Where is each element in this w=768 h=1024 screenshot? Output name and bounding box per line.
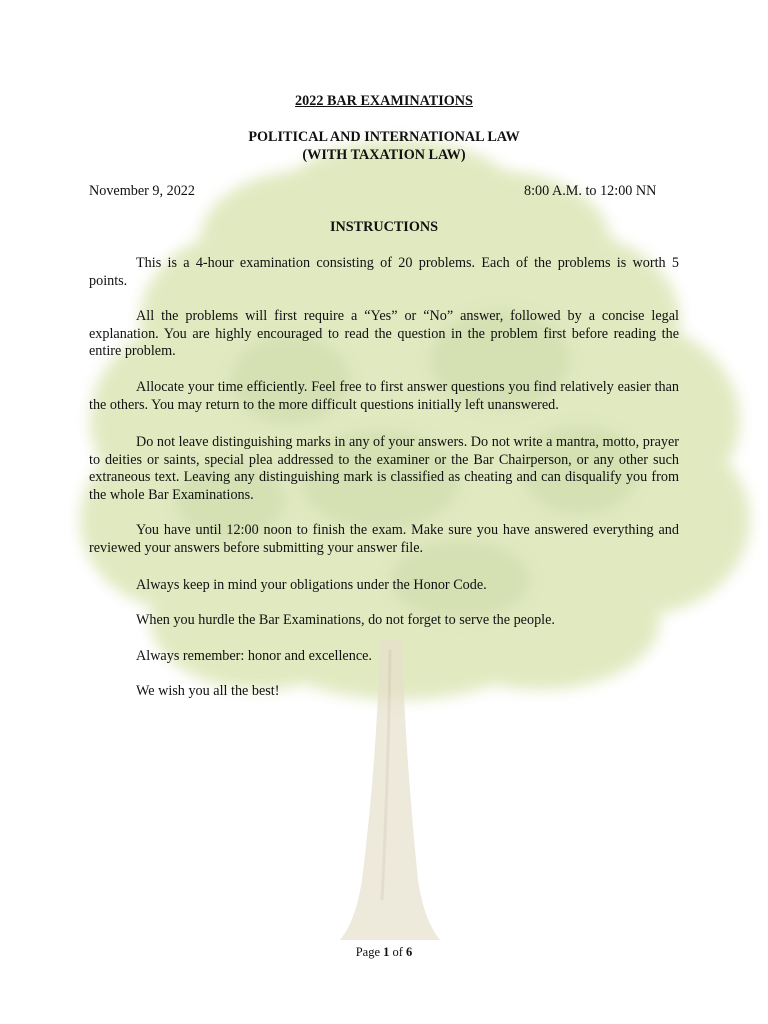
page-footer — [0, 945, 768, 960]
page-label: Page — [355, 945, 380, 959]
current-page-number: 1 — [383, 945, 390, 959]
subject-title: POLITICAL AND INTERNATIONAL LAW — [248, 129, 520, 145]
instruction-paragraph: Do not leave distinguishing marks in any of your answers. Do not write a mantra, motto, prayer to deities or saints, special plea addressed to the examiner or the Bar Chairperson, or any other such extraneous text. Leaving any distinguishing mark is classified as cheating and can disqualify you from the whole Bar Examinations. — [89, 434, 679, 503]
total-pages-number: 6 — [406, 945, 413, 959]
subject-subtitle: (WITH TAXATION LAW) — [302, 147, 466, 163]
instruction-paragraph: When you hurdle the Bar Examinations, do not forget to serve the people. — [136, 612, 555, 628]
exam-time: 8:00 A.M. to 12:00 NN — [524, 183, 657, 199]
instruction-paragraph: We wish you all the best! — [136, 683, 280, 699]
instruction-paragraph: All the problems will first require a “Yes” or “No” answer, followed by a concise legal explanation. You are highly encouraged to read the question in the problem first before reading the entire problem. — [89, 308, 679, 360]
instruction-paragraph: You have until 12:00 noon to finish the exam. Make sure you have answered everything and reviewed your answers before submitting your answer file. — [89, 522, 679, 556]
instruction-paragraph: Allocate your time efficiently. Feel free to first answer questions you find relatively easier than the others. You may return to the more difficult questions initially left unanswered. — [89, 379, 679, 413]
instruction-paragraph: Always keep in mind your obligations under the Honor Code. — [136, 577, 487, 593]
of-label: of — [392, 945, 403, 959]
instructions-heading: INSTRUCTIONS — [329, 219, 438, 235]
exam-date: November 9, 2022 — [89, 183, 195, 199]
exam-title: 2022 BAR EXAMINATIONS — [295, 93, 473, 109]
instruction-paragraph: Always remember: honor and excellence. — [136, 648, 372, 664]
instruction-paragraph: This is a 4-hour examination consisting of 20 problems. Each of the problems is worth 5 points. — [89, 255, 679, 289]
